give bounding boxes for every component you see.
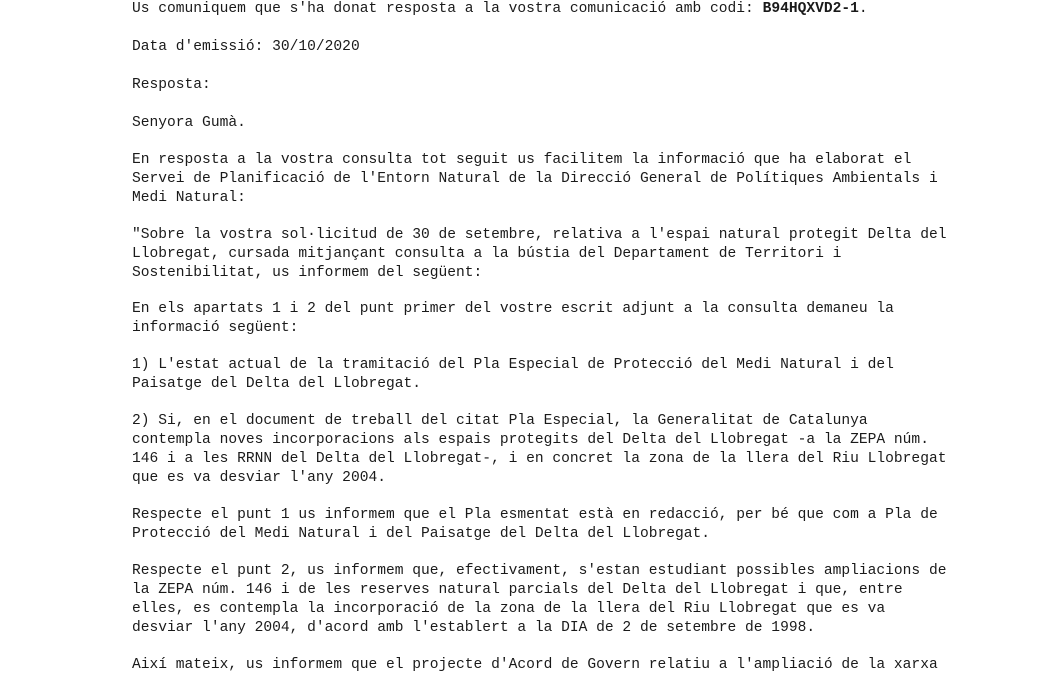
paragraph-intro: En resposta a la vostra consulta tot seguit us facilitem la informació que ha elaborat el Servei de Planificació de l'Entorn Natural de la Direcció General de Polítiques Ambientals i Medi Natural: xyxy=(132,152,938,206)
intro-suffix: . xyxy=(858,1,868,17)
issue-date: Data d'emissió: 30/10/2020 xyxy=(132,39,360,55)
list-item-2: 2) Si, en el document de treball del citat Pla Especial, la Generalitat de Catalunya contempla noves incorporacions als espais protegits del Delta del Llobregat -a la ZEPA núm. 146 i a les RRNN del Delta del Llobregat-, i en concret la zona de la llera del Riu Llobregat que es va desviar l'any 2004. xyxy=(132,413,947,486)
response-label: Resposta: xyxy=(132,77,211,93)
communication-code: B94HQXVD2-1 xyxy=(762,1,859,17)
paragraph-request: "Sobre la vostra sol·licitud de 30 de setembre, relativa a l'espai natural protegit Delta del Llobregat, cursada mitjançant consulta a la bústia del Departament de Territori i Sostenibilitat, us informem del següent: xyxy=(132,227,947,281)
intro-line xyxy=(132,0,962,19)
intro-prefix: Us comuniquem que s'ha donat resposta a la vostra comunicació amb codi: xyxy=(132,1,763,17)
salutation: Senyora Gumà. xyxy=(132,115,246,131)
paragraph-point-2: Respecte el punt 2, us informem que, efectivament, s'estan estudiant possibles ampliacions de la ZEPA núm. 146 i de les reserves natural parcials del Delta del Llobregat i que, entre elles, es contempla la incorporació de la zona de la llera del Riu Llobregat que es va desviar l'any 2004, d'acord amb l'establert a la DIA de 2 de setembre de 1998. xyxy=(132,563,947,636)
paragraph-point-1: Respecte el punt 1 us informem que el Pla esmentat està en redacció, per bé que com a Pla de Protecció del Medi Natural i del Paisatge del Delta del Llobregat. xyxy=(132,507,938,542)
paragraph-sections: En els apartats 1 i 2 del punt primer del vostre escrit adjunt a la consulta demaneu la informació següent: xyxy=(132,301,894,336)
list-item-1: 1) L'estat actual de la tramitació del Pla Especial de Protecció del Medi Natural i del Paisatge del Delta del Llobregat. xyxy=(132,357,894,392)
paragraph-government-agreement: Així mateix, us informem que el projecte d'Acord de Govern relatiu a l'ampliació de la xarxa xyxy=(132,657,938,673)
